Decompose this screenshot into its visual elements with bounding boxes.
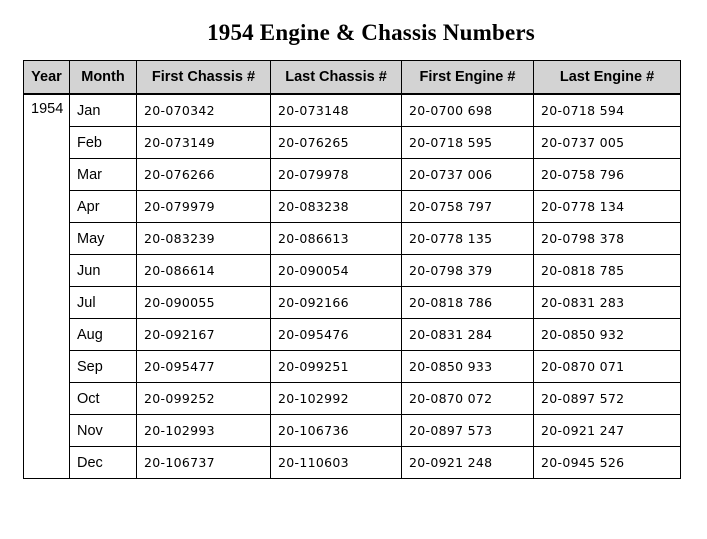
last-engine-cell: 20-0831 283: [534, 287, 681, 319]
table-row: [24, 94, 681, 127]
last-engine-cell: 20-0850 932: [534, 319, 681, 351]
last-engine-cell: 20-0778 134: [534, 191, 681, 223]
last-chassis-cell: 20-086613: [271, 223, 402, 255]
header-row: [24, 61, 681, 95]
first-chassis-cell: 20-095477: [137, 351, 271, 383]
month-cell: Jun: [70, 255, 137, 287]
first-engine-cell: 20-0718 595: [402, 127, 534, 159]
column-header-year: Year: [24, 61, 70, 95]
first-engine-cell: 20-0921 248: [402, 447, 534, 479]
last-engine-cell: 20-0718 594: [534, 94, 681, 127]
last-chassis-cell: 20-106736: [271, 415, 402, 447]
first-chassis-cell: 20-102993: [137, 415, 271, 447]
last-engine-cell: 20-0897 572: [534, 383, 681, 415]
table-body: [24, 94, 681, 479]
month-cell: Sep: [70, 351, 137, 383]
year-cell: 1954: [24, 94, 70, 479]
month-cell: Jan: [70, 94, 137, 127]
first-engine-cell: 20-0831 284: [402, 319, 534, 351]
month-cell: Feb: [70, 127, 137, 159]
last-engine-cell: 20-0737 005: [534, 127, 681, 159]
first-chassis-cell: 20-070342: [137, 94, 271, 127]
first-chassis-cell: 20-083239: [137, 223, 271, 255]
last-engine-cell: 20-0945 526: [534, 447, 681, 479]
first-chassis-cell: 20-092167: [137, 319, 271, 351]
table-row: [24, 319, 681, 351]
first-engine-cell: 20-0700 698: [402, 94, 534, 127]
first-engine-cell: 20-0778 135: [402, 223, 534, 255]
last-chassis-cell: 20-079978: [271, 159, 402, 191]
table-row: [24, 287, 681, 319]
first-chassis-cell: 20-073149: [137, 127, 271, 159]
first-chassis-cell: 20-090055: [137, 287, 271, 319]
month-cell: Jul: [70, 287, 137, 319]
table-row: [24, 127, 681, 159]
first-engine-cell: 20-0870 072: [402, 383, 534, 415]
last-engine-cell: 20-0870 071: [534, 351, 681, 383]
last-engine-cell: 20-0921 247: [534, 415, 681, 447]
table-row: [24, 191, 681, 223]
column-header-first-engine: First Engine #: [402, 61, 534, 95]
first-engine-cell: 20-0850 933: [402, 351, 534, 383]
first-engine-cell: 20-0798 379: [402, 255, 534, 287]
first-chassis-cell: 20-079979: [137, 191, 271, 223]
first-chassis-cell: 20-099252: [137, 383, 271, 415]
last-chassis-cell: 20-090054: [271, 255, 402, 287]
first-chassis-cell: 20-086614: [137, 255, 271, 287]
last-chassis-cell: 20-083238: [271, 191, 402, 223]
first-engine-cell: 20-0758 797: [402, 191, 534, 223]
first-chassis-cell: 20-106737: [137, 447, 271, 479]
first-engine-cell: 20-0737 006: [402, 159, 534, 191]
last-engine-cell: 20-0798 378: [534, 223, 681, 255]
last-engine-cell: 20-0758 796: [534, 159, 681, 191]
first-engine-cell: 20-0818 786: [402, 287, 534, 319]
last-chassis-cell: 20-076265: [271, 127, 402, 159]
month-cell: May: [70, 223, 137, 255]
column-header-last-chassis: Last Chassis #: [271, 61, 402, 95]
month-cell: Aug: [70, 319, 137, 351]
column-header-first-chassis: First Chassis #: [137, 61, 271, 95]
column-header-last-engine: Last Engine #: [534, 61, 681, 95]
last-chassis-cell: 20-099251: [271, 351, 402, 383]
month-cell: Mar: [70, 159, 137, 191]
table-row: [24, 223, 681, 255]
month-cell: Dec: [70, 447, 137, 479]
last-chassis-cell: 20-073148: [271, 94, 402, 127]
month-cell: Oct: [70, 383, 137, 415]
last-chassis-cell: 20-092166: [271, 287, 402, 319]
table-header: [24, 61, 681, 95]
first-engine-cell: 20-0897 573: [402, 415, 534, 447]
last-engine-cell: 20-0818 785: [534, 255, 681, 287]
last-chassis-cell: 20-102992: [271, 383, 402, 415]
month-cell: Apr: [70, 191, 137, 223]
column-header-month: Month: [70, 61, 137, 95]
table-row: [24, 255, 681, 287]
first-chassis-cell: 20-076266: [137, 159, 271, 191]
table-row: [24, 383, 681, 415]
table-row: [24, 415, 681, 447]
table-row: [24, 159, 681, 191]
month-cell: Nov: [70, 415, 137, 447]
last-chassis-cell: 20-095476: [271, 319, 402, 351]
last-chassis-cell: 20-110603: [271, 447, 402, 479]
table-row: [24, 447, 681, 479]
table-row: [24, 351, 681, 383]
page-title: 1954 Engine & Chassis Numbers: [207, 20, 535, 45]
engine-chassis-table: [23, 60, 681, 479]
